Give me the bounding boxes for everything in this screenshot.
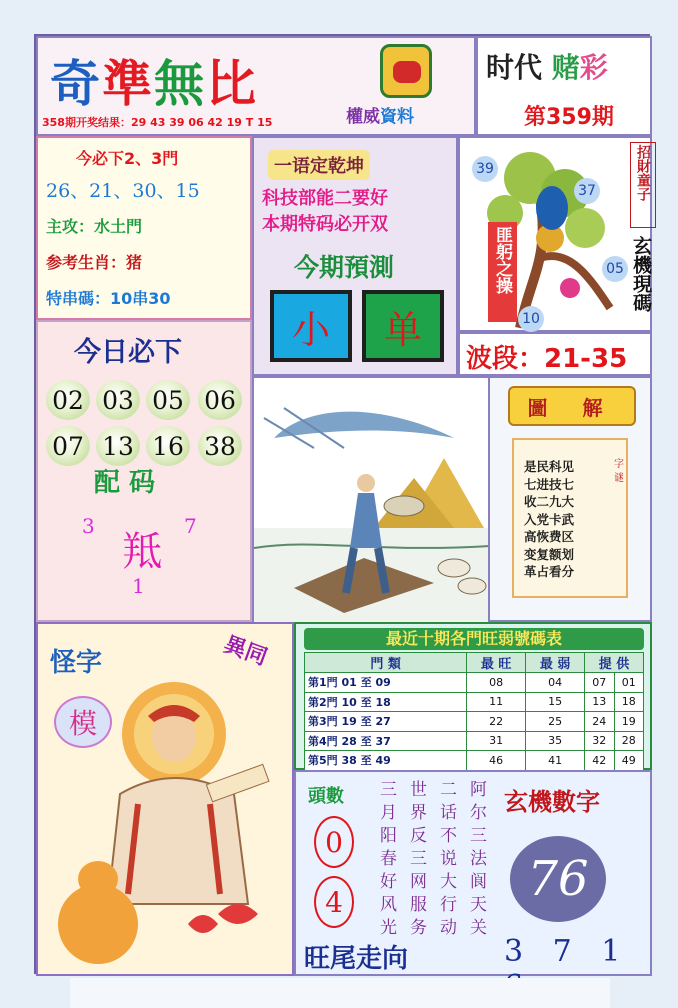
table-row: [305, 731, 644, 751]
table-row: [305, 673, 644, 693]
pei-number: 3: [82, 514, 95, 538]
pei-number: 7: [184, 514, 197, 538]
number-ball: 13: [96, 426, 140, 466]
cell: 第3門 19 至 27: [305, 712, 467, 732]
number-table: [304, 652, 644, 771]
strange-char-panel: [36, 622, 294, 976]
today-panel: [36, 320, 252, 622]
era-part: 赌: [551, 51, 580, 84]
tree-number: 37: [574, 178, 600, 204]
number-ball: 38: [198, 426, 242, 466]
authority-part: 資料: [380, 107, 414, 127]
header-right: [476, 36, 652, 136]
poem-side-char: 字: [614, 459, 624, 470]
head-number: 0: [314, 816, 354, 868]
head-number-label: 頭數: [308, 786, 344, 807]
period-number: 第359期: [524, 105, 614, 130]
farmer-illustration: [254, 378, 490, 624]
era-label: [486, 46, 608, 86]
cell: 08: [467, 673, 526, 693]
pei-ma-label: 配 码: [94, 468, 156, 498]
verse-column: 阿尔三法阆天关: [466, 780, 486, 941]
cell: 24: [585, 712, 614, 732]
farmer-picture: [252, 376, 488, 622]
cell: 42: [585, 751, 614, 771]
title-char: 無: [154, 55, 206, 113]
table-row: [305, 712, 644, 732]
tree-number: 39: [472, 156, 498, 182]
table-header: 最 弱: [526, 653, 585, 673]
head-number: 4: [314, 876, 354, 928]
title-char: 比: [206, 55, 258, 113]
cell: 31: [467, 731, 526, 751]
tree-number: 05: [602, 256, 628, 282]
cell: 13: [585, 692, 614, 712]
cell: 07: [585, 673, 614, 693]
cell: 41: [526, 751, 585, 771]
number-ball: 16: [146, 426, 190, 466]
number-ball: 02: [46, 380, 90, 420]
mystic-circle: 76: [510, 836, 606, 922]
riddle-poem: [524, 458, 574, 581]
table-header: 提 供: [585, 653, 644, 673]
era-part: 时代: [486, 51, 543, 84]
poem-line: 收二九大: [524, 494, 575, 509]
today-title: 今日必下: [74, 337, 182, 368]
last-result-ticker: 358期开奖结果：29 43 39 06 42 19 T 15: [42, 116, 273, 129]
cell: 第1門 01 至 09: [305, 673, 467, 693]
prediction-title: 今期預測: [294, 253, 395, 282]
era-part: 彩: [579, 51, 608, 84]
tree-number: 10: [518, 306, 544, 332]
wave-panel: [458, 332, 652, 376]
cell: 32: [585, 731, 614, 751]
number-ball: 07: [46, 426, 90, 466]
number-table-panel: [294, 622, 652, 770]
cell: 18: [614, 692, 643, 712]
prediction-panel: [252, 136, 458, 376]
mystic-title: 玄機數字: [504, 788, 600, 816]
verse-column: 世界反三网服务: [406, 780, 426, 941]
pei-number: 1: [132, 574, 145, 598]
tail-trend-label: 旺尾走向: [304, 944, 409, 974]
table-title: 最近十期各門旺弱號碼表: [304, 628, 644, 650]
prediction-line: 本期特码必开双: [262, 214, 388, 235]
table-header: 最 旺: [467, 653, 526, 673]
info-line: 参考生肖：猪: [46, 253, 143, 272]
cell: 第4門 28 至 37: [305, 731, 467, 751]
verse-column: 三月阳春好风光: [376, 780, 396, 941]
title-char: 奇: [50, 55, 102, 113]
tujie-panel: [488, 376, 652, 622]
poem-line: 高恢费区: [524, 529, 575, 544]
riddle-char: 羝: [122, 529, 162, 575]
fist-logo-icon: [380, 44, 432, 98]
table-row: [305, 692, 644, 712]
number-ball: 05: [146, 380, 190, 420]
title-char: 準: [102, 55, 154, 113]
poem-line: 是民科见: [524, 459, 575, 474]
poem-side-char: 谜: [614, 473, 624, 484]
mystic-number-panel: [294, 770, 652, 976]
poem-side-note: [614, 458, 624, 486]
prediction-slogan: 一语定乾坤: [268, 150, 370, 180]
table-header: 門 類: [305, 653, 467, 673]
tree-panel: [458, 136, 652, 332]
number-ball: 03: [96, 380, 140, 420]
cell: 01: [614, 673, 643, 693]
authority-part: 權威: [346, 107, 380, 127]
cell: 第2門 10 至 18: [305, 692, 467, 712]
cell: 35: [526, 731, 585, 751]
tree-right-bottom: 玄機現碼: [630, 236, 652, 312]
poster: [34, 34, 650, 974]
info-line: 26、21、30、15: [46, 180, 200, 202]
cell: 11: [467, 692, 526, 712]
cell: 49: [614, 751, 643, 771]
info-line: 特串碼：10串30: [46, 289, 171, 308]
poem-line: 入党卡武: [524, 511, 575, 527]
parity-pill: 单: [362, 290, 444, 362]
header-banner: [36, 36, 476, 136]
main-title: [50, 44, 258, 116]
cell: 04: [526, 673, 585, 693]
strange-char-title: 怪字: [50, 648, 103, 678]
authority-label: [346, 102, 414, 127]
table-row: [305, 751, 644, 771]
strange-char-aside: 異同: [220, 632, 271, 671]
bottom-strip: [70, 978, 610, 1008]
cell: 46: [467, 751, 526, 771]
cell: 19: [614, 712, 643, 732]
number-ball: 06: [198, 380, 242, 420]
poem-line: 变复额划: [524, 546, 575, 562]
info-line: 主攻：水土門: [46, 217, 143, 236]
verse-column: 二话不说大行动: [436, 780, 456, 941]
cell: 25: [526, 712, 585, 732]
info-line: 今必下2、3門: [76, 149, 179, 168]
strange-char: 模: [54, 696, 112, 748]
info-panel: [36, 136, 252, 320]
cell: 28: [614, 731, 643, 751]
tree-left-vertical: 匪躬之操: [488, 222, 517, 322]
poem-line: 革占看分: [524, 564, 575, 579]
cell: 22: [467, 712, 526, 732]
poem-line: 七进技七: [524, 476, 575, 492]
tree-right-top: 招財童子: [630, 142, 656, 228]
tujie-title: 圖 解: [508, 386, 636, 426]
tail-trend-numbers: 3 7 1: [504, 934, 631, 969]
prediction-line: 科技部能二要好: [262, 188, 388, 209]
cell: 第5門 38 至 49: [305, 751, 467, 771]
size-pill: 小: [270, 290, 352, 362]
wave-text: 波段：21-35: [466, 344, 628, 374]
cell: 15: [526, 692, 585, 712]
